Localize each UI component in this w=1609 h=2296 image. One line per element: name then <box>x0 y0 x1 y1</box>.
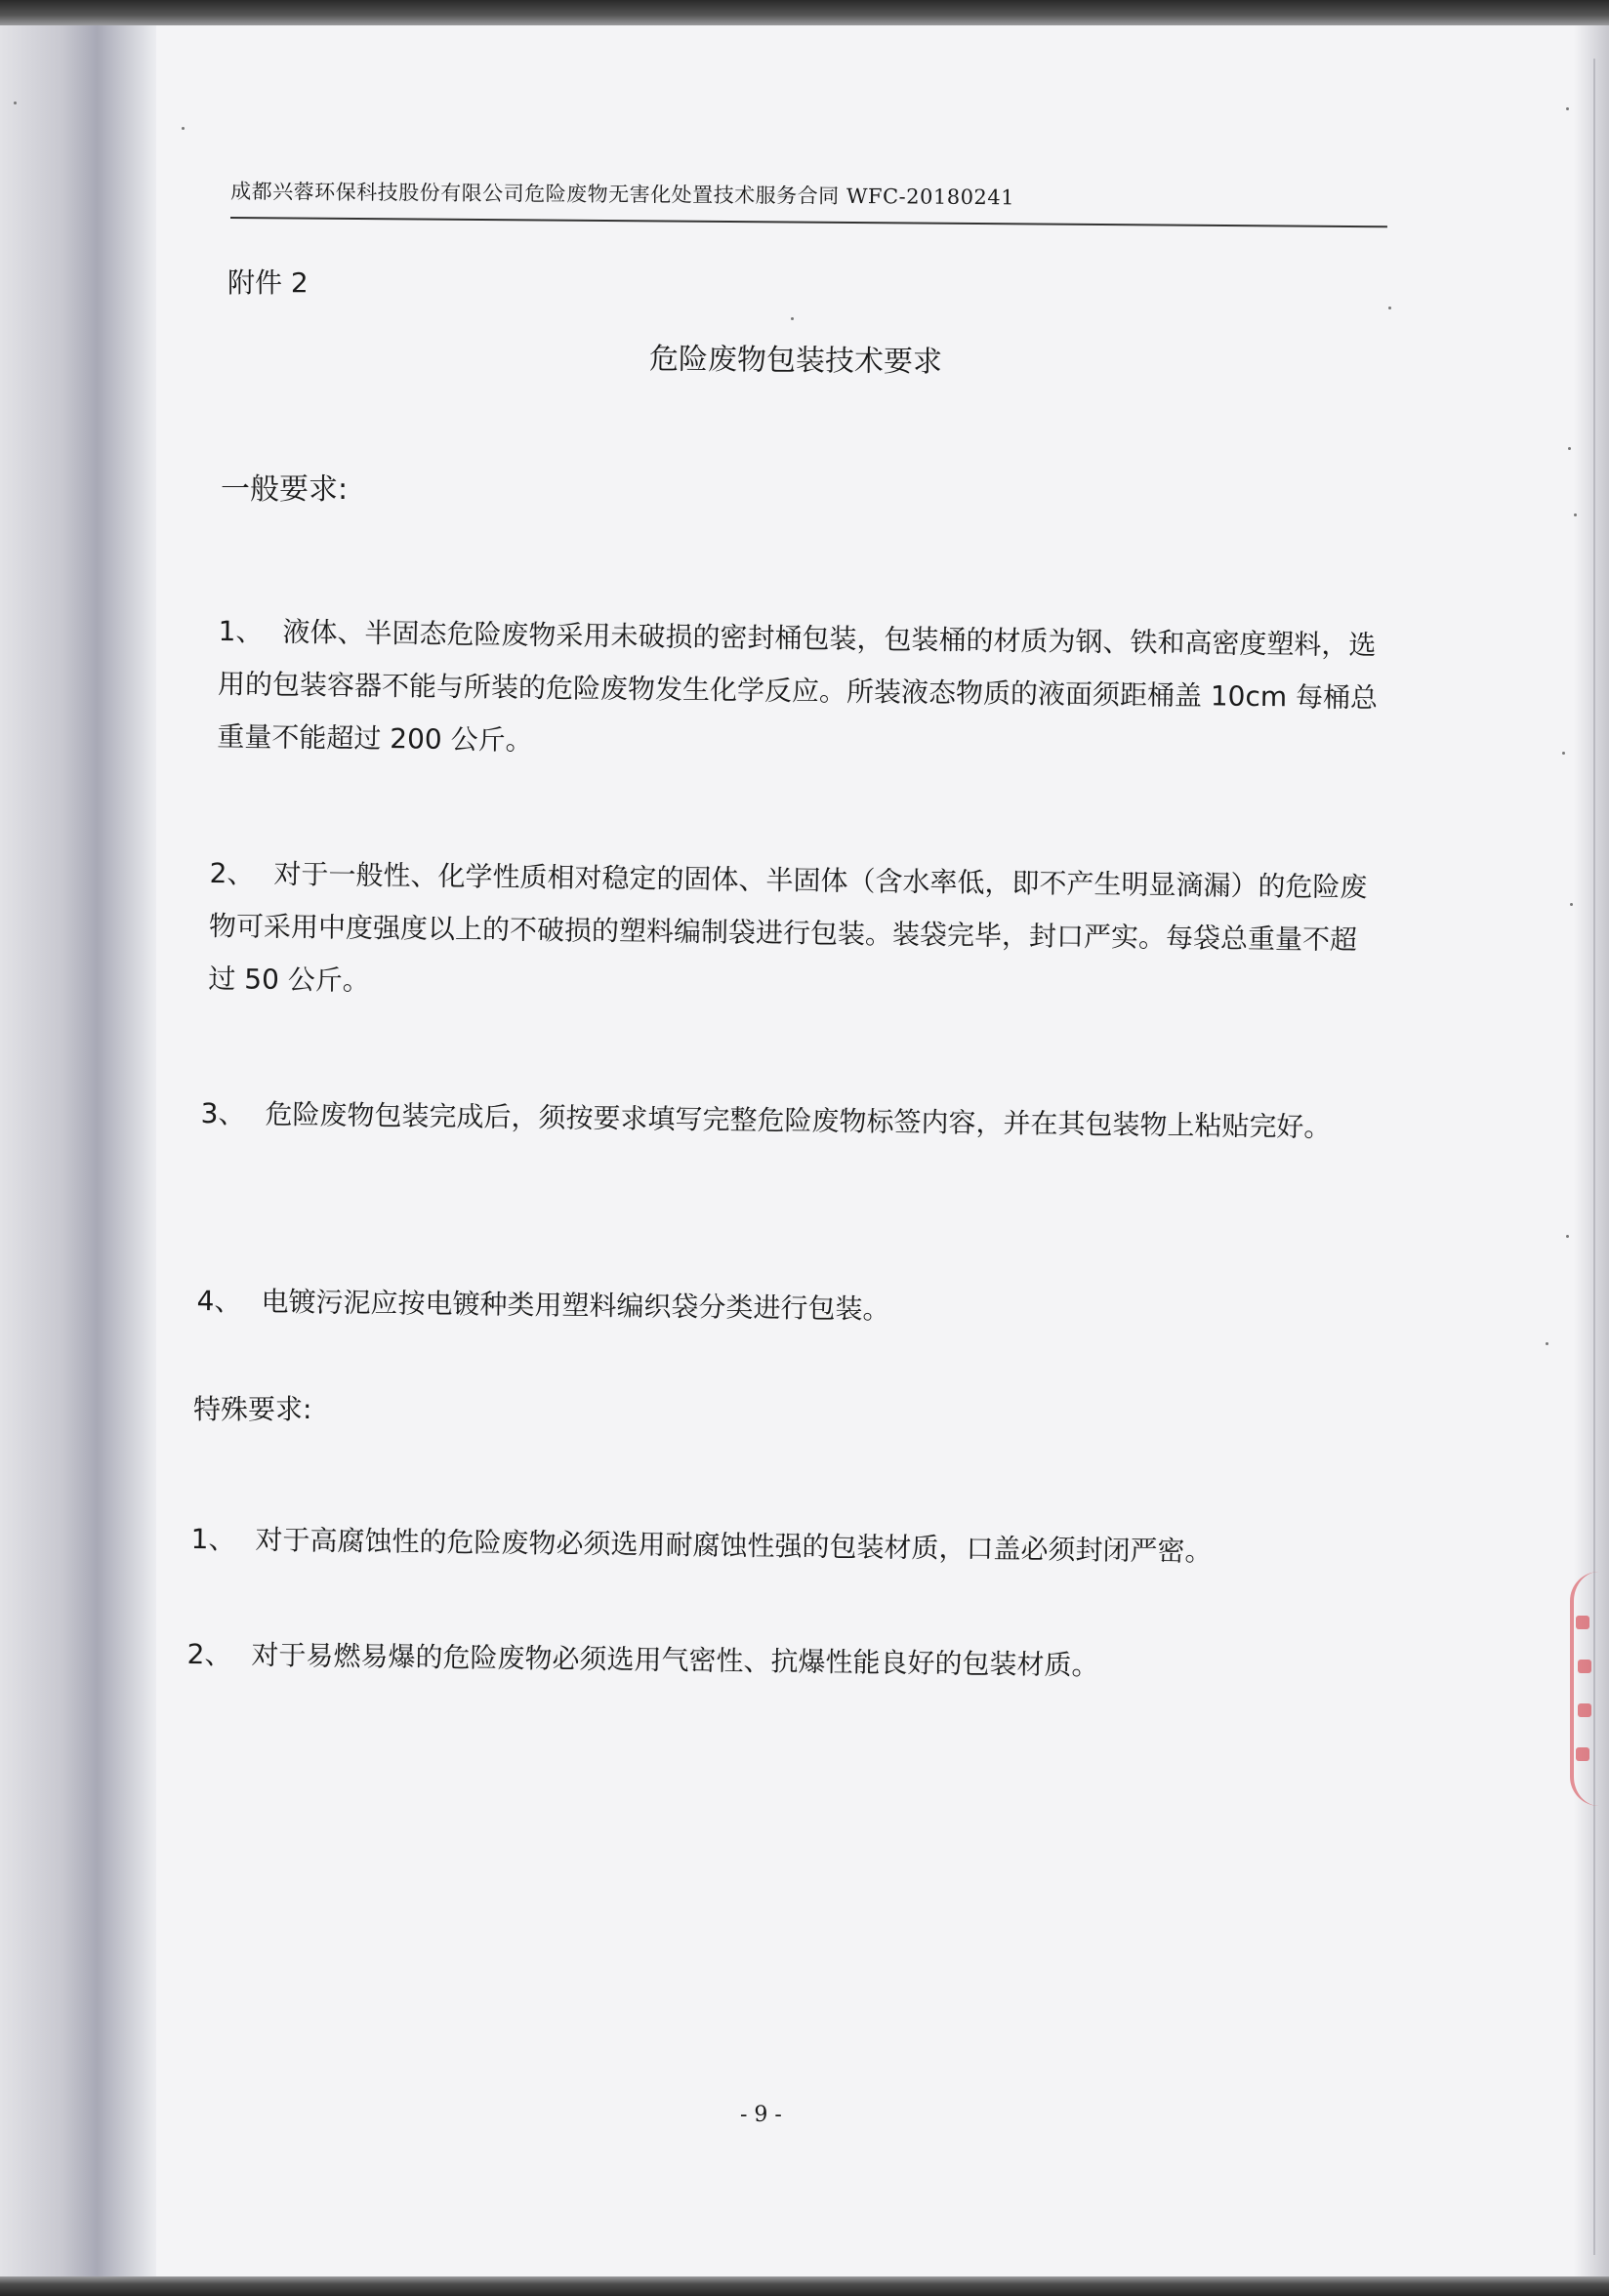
scan-top-edge <box>0 0 1609 25</box>
item-text: 对于一般性、化学性质相对稳定的固体、半固体（含水率低，即不产生明显滴漏）的危险废物可采用中度强度以上的不破损的塑料编制袋进行包装。装袋完毕，封口严实。每袋总重量不超过 50 公斤。 <box>208 857 1368 998</box>
item-text: 对于易燃易爆的危险废物必须选用气密性、抗爆性能良好的包装材质。 <box>251 1638 1099 1682</box>
scan-speck <box>1566 107 1569 110</box>
item-number: 2、 <box>186 1637 232 1671</box>
item-text: 液体、半固态危险废物采用未破损的密封桶包装，包装桶的材质为钢、铁和高密度塑料，选用的包装容器不能与所装的危险废物发生化学反应。所装液态物质的液面须距桶盖 10cm 每桶总重量不能超过 200 公斤。 <box>217 615 1379 757</box>
scan-speck <box>1574 513 1577 516</box>
item-text: 电镀污泥应按电镀种类用塑料编织袋分类进行包装。 <box>261 1285 890 1326</box>
item-text: 危险废物包装完成后，须按要求填写完整危险废物标签内容，并在其包装物上粘贴完好。 <box>265 1097 1332 1144</box>
item-number: 2、 <box>209 856 255 890</box>
special-item-2 <box>186 1628 1359 1696</box>
item-number: 4、 <box>196 1284 242 1318</box>
seal-mark <box>1578 1660 1591 1673</box>
item-number: 3、 <box>200 1096 246 1130</box>
item-number: 1、 <box>190 1522 236 1556</box>
scan-speck <box>1546 1342 1548 1345</box>
scan-speck <box>791 317 794 320</box>
scan-speck <box>1562 752 1565 755</box>
general-item-2 <box>208 847 1377 1020</box>
scan-speck <box>1570 903 1573 906</box>
general-requirements-heading: 一般要求: <box>221 472 349 507</box>
page-number: - 9 - <box>740 2103 782 2127</box>
scan-speck <box>1388 307 1391 309</box>
red-seal-fragment <box>1570 1572 1599 1806</box>
document-header: 成都兴蓉环保科技股份有限公司危险废物无害化处置技术服务合同 WFC-20180241 <box>230 176 1387 227</box>
special-requirements-heading: 特殊要求: <box>193 1393 312 1425</box>
attachment-label: 附件 2 <box>227 266 309 299</box>
scan-bottom-edge <box>0 2276 1609 2296</box>
scan-speck <box>182 127 185 130</box>
item-number: 1、 <box>218 614 264 648</box>
seal-mark <box>1576 1747 1589 1761</box>
scan-speck <box>1566 1235 1569 1238</box>
item-text: 对于高腐蚀性的危险废物必须选用耐腐蚀性强的包装材质，口盖必须封闭严密。 <box>255 1523 1213 1568</box>
general-item-4 <box>196 1275 1369 1342</box>
scan-speck <box>14 102 17 104</box>
seal-mark <box>1578 1703 1591 1717</box>
page-edge-shadow <box>1574 0 1609 2296</box>
special-item-1 <box>190 1513 1363 1580</box>
page-title: 危险废物包装技术要求 <box>648 342 943 380</box>
scan-speck <box>1568 447 1571 450</box>
page-edge-line <box>1593 59 1595 2255</box>
general-item-3 <box>200 1087 1373 1155</box>
general-item-1 <box>217 605 1382 778</box>
seal-mark <box>1576 1616 1589 1629</box>
binding-shadow <box>0 0 156 2296</box>
